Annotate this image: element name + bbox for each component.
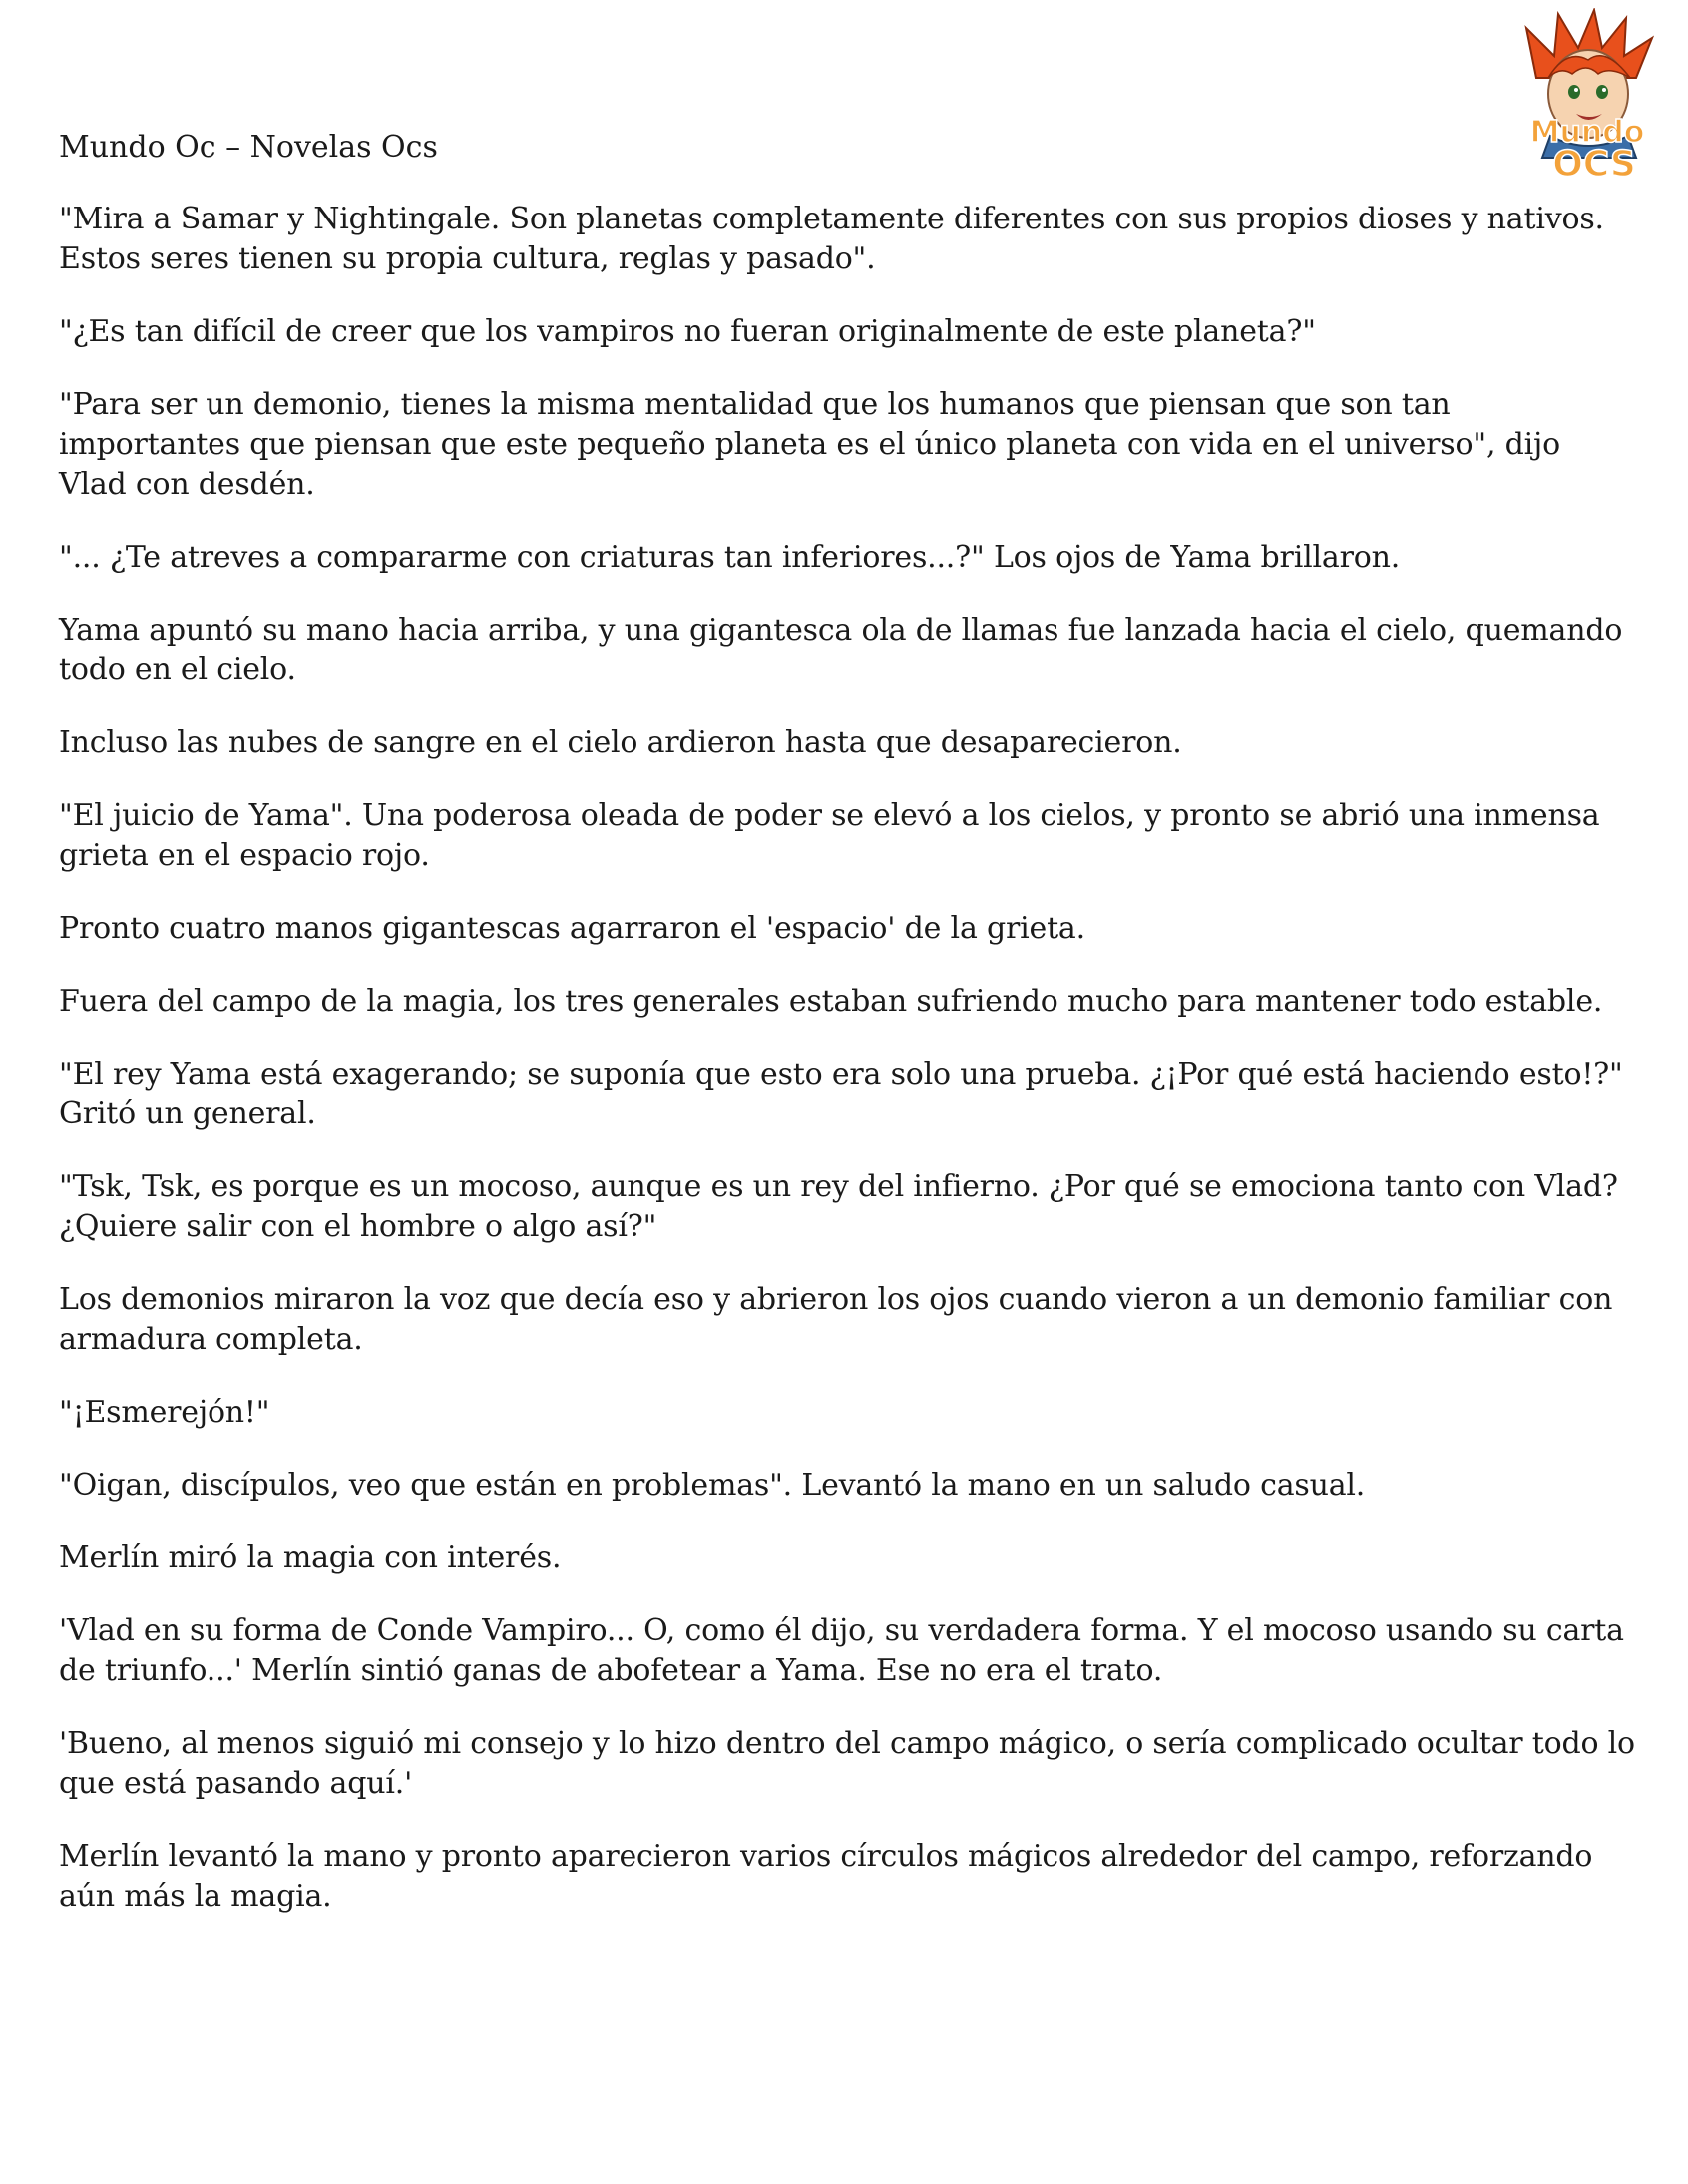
paragraph: "Tsk, Tsk, es porque es un mocoso, aunque es un rey del infierno. ¿Por qué se emociona tanto con Vlad? ¿Quiere salir con el hombre o algo así?" <box>59 1169 1618 1244</box>
paragraph: "... ¿Te atreves a compararme con criaturas tan inferiores...?" Los ojos de Yama brillaron. <box>59 540 1401 575</box>
paragraph: Pronto cuatro manos gigantescas agarraron el 'espacio' de la grieta. <box>59 911 1085 946</box>
paragraph: Fuera del campo de la magia, los tres generales estaban sufriendo mucho para mantener todo estable. <box>59 984 1603 1019</box>
paragraph: Merlín levantó la mano y pronto aparecieron varios círculos mágicos alrededor del campo, reforzando aún más la magia. <box>59 1839 1593 1914</box>
page-header-title: Mundo Oc – Novelas Ocs <box>59 130 438 165</box>
paragraph: "Mira a Samar y Nightingale. Son planetas completamente diferentes con sus propios dioses y nativos. Estos seres tienen su propia cultura, reglas y pasado". <box>59 202 1604 276</box>
paragraph: 'Bueno, al menos siguió mi consejo y lo hizo dentro del campo mágico, o sería complicado ocultar todo lo que está pasando aquí.' <box>59 1726 1635 1801</box>
paragraph: Los demonios miraron la voz que decía eso y abrieron los ojos cuando vieron a un demonio familiar con armadura completa. <box>59 1282 1613 1357</box>
paragraph: Incluso las nubes de sangre en el cielo ardieron hasta que desaparecieron. <box>59 725 1182 760</box>
paragraph: "¿Es tan difícil de creer que los vampiros no fueran originalmente de este planeta?" <box>59 314 1316 349</box>
paragraph: "Oigan, discípulos, veo que están en problemas". Levantó la mano en un saludo casual. <box>59 1468 1366 1503</box>
paragraph: 'Vlad en su forma de Conde Vampiro... O, como él dijo, su verdadera forma. Y el mocoso usando su carta de triunfo...' Merlín sintió ganas de abofetear a Yama. Ese no era el trato. <box>59 1613 1624 1688</box>
paragraph: "El juicio de Yama". Una poderosa oleada de poder se elevó a los cielos, y pronto se abrió una inmensa grieta en el espacio rojo. <box>59 798 1600 873</box>
paragraph: Yama apuntó su mano hacia arriba, y una gigantesca ola de llamas fue lanzada hacia el cielo, quemando todo en el cielo. <box>59 613 1623 687</box>
paragraph: "¡Esmerejón!" <box>59 1395 270 1430</box>
logo-text-top: Mundo <box>1529 115 1645 150</box>
paragraph: Merlín miró la magia con interés. <box>59 1540 562 1575</box>
paragraph: "Para ser un demonio, tienes la misma mentalidad que los humanos que piensan que son tan importantes que piensan que este pequeño planeta es el único planeta con vida en el universo", dijo Vlad con desdén. <box>59 387 1560 502</box>
logo-text-bottom: OCS <box>1552 144 1636 184</box>
document-page <box>59 128 1635 1950</box>
paragraph: "El rey Yama está exagerando; se suponía que esto era solo una prueba. ¿¡Por qué está haciendo esto!?" Gritó un general. <box>59 1057 1623 1131</box>
